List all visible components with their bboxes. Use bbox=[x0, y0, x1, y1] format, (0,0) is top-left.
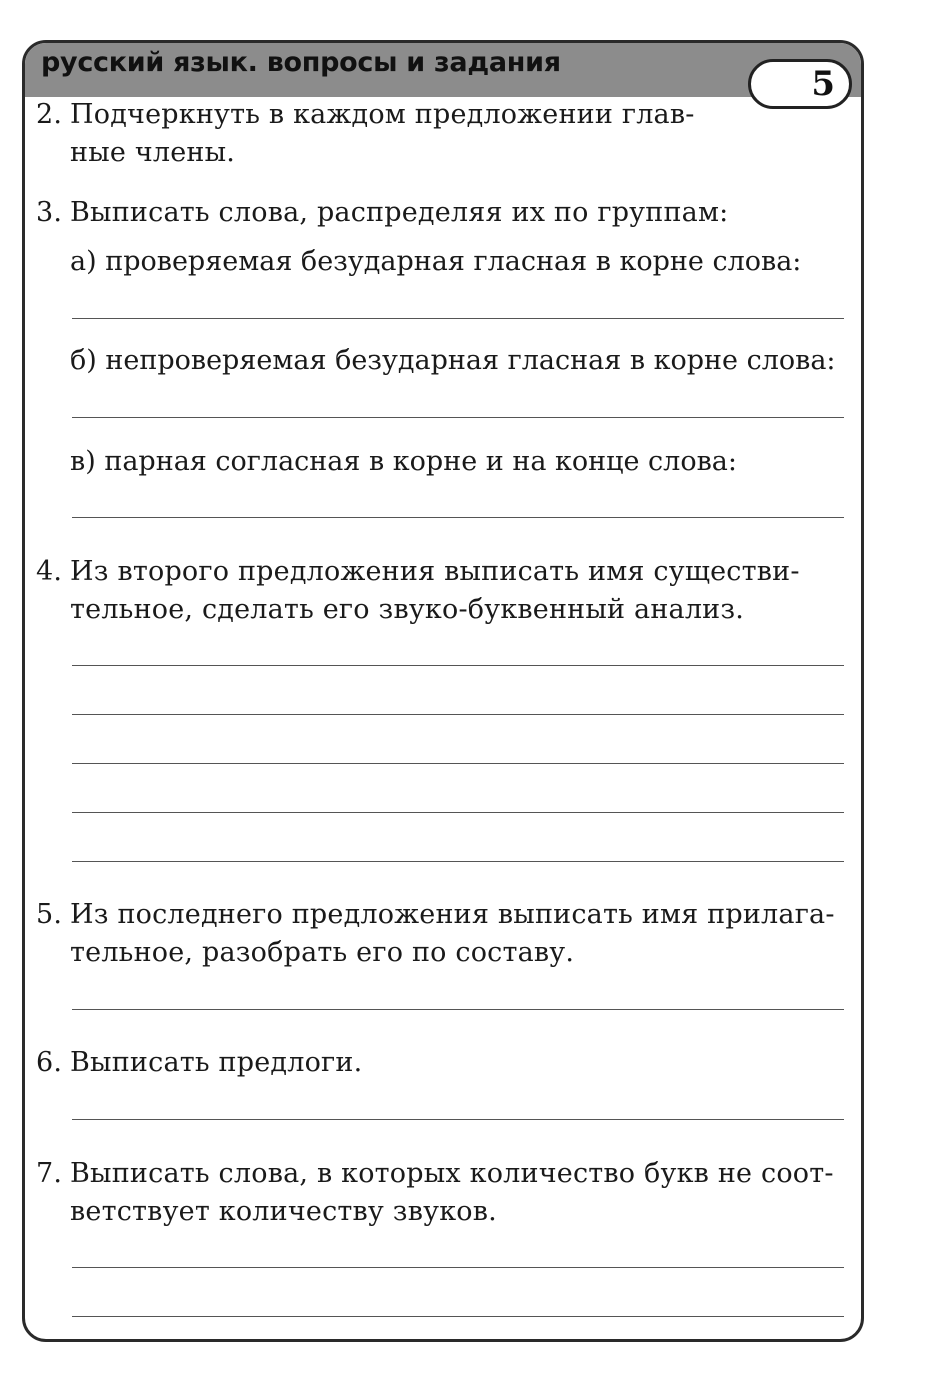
answer-line[interactable] bbox=[72, 1267, 844, 1268]
answer-line[interactable] bbox=[72, 763, 844, 764]
task-number: 6. bbox=[36, 1047, 63, 1078]
task-text-line: Выписать слова, распределяя их по группам: bbox=[70, 197, 729, 228]
answer-line[interactable] bbox=[72, 1009, 844, 1010]
subtask-c: в) парная согласная в корне и на конце слова: bbox=[70, 446, 737, 477]
task-text-line: Из второго предложения выписать имя существи- bbox=[70, 556, 800, 587]
answer-line[interactable] bbox=[72, 665, 844, 666]
answer-line[interactable] bbox=[72, 714, 844, 715]
answer-line[interactable] bbox=[72, 1119, 844, 1120]
task-text-line: Выписать предлоги. bbox=[70, 1047, 363, 1078]
task-number: 2. bbox=[36, 99, 63, 130]
answer-line[interactable] bbox=[72, 318, 844, 319]
page-number-badge bbox=[748, 59, 852, 109]
answer-line[interactable] bbox=[72, 417, 844, 418]
task-number: 7. bbox=[36, 1158, 63, 1189]
task-text-line: Из последнего предложения выписать имя прилага- bbox=[70, 899, 835, 930]
task-text-line: Выписать слова, в которых количество букв не соот- bbox=[70, 1158, 834, 1189]
task-number: 4. bbox=[36, 556, 63, 587]
subtask-a: а) проверяемая безударная гласная в корне слова: bbox=[70, 246, 802, 277]
worksheet-title: русский язык. вопросы и задания bbox=[41, 47, 561, 78]
task-text-line: тельное, разобрать его по составу. bbox=[70, 937, 575, 968]
task-number: 3. bbox=[36, 197, 63, 228]
task-text-line: ные члены. bbox=[70, 137, 236, 168]
task-number: 5. bbox=[36, 899, 63, 930]
worksheet-frame bbox=[22, 40, 864, 1342]
answer-line[interactable] bbox=[72, 517, 844, 518]
page-number: 5 bbox=[811, 64, 835, 104]
answer-line[interactable] bbox=[72, 861, 844, 862]
subtask-b: б) непроверяемая безударная гласная в корне слова: bbox=[70, 345, 836, 376]
answer-line[interactable] bbox=[72, 812, 844, 813]
task-text-line: ветствует количеству звуков. bbox=[70, 1196, 497, 1227]
answer-line[interactable] bbox=[72, 1316, 844, 1317]
task-text-line: тельное, сделать его звуко-буквенный анализ. bbox=[70, 594, 745, 625]
task-text-line: Подчеркнуть в каждом предложении глав- bbox=[70, 99, 695, 130]
